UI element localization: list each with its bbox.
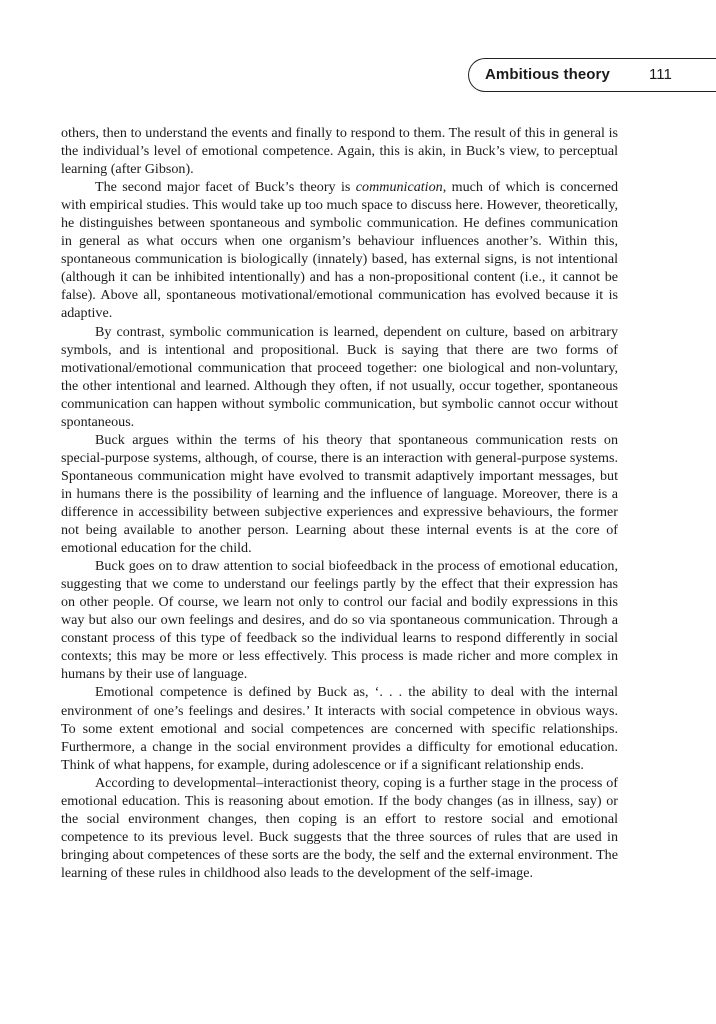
running-head (468, 58, 716, 92)
paragraph-text: The second major facet of Buck’s theory is (95, 179, 356, 196)
paragraph-text: others, then to understand the events and finally to respond to them. The result of this in general is the individual’s level of emotional competence. Again, this is akin, in Buck’s view, to perceptual learning (after Gibson). (61, 125, 618, 178)
paragraph-4 (61, 431, 618, 557)
paragraph-7 (61, 774, 618, 882)
paragraph-text: Emotional competence is defined by Buck as, ‘. . . the ability to deal with the internal environment of one’s feelings and desires.’ It interacts with social competence in obvious ways. To some extent emotional and social competences are concerned with specific relationships. Furthermore, a change in the social environment provides a difficulty for emotional education. Think of what happens, for example, during adolescence or if a significant relationship ends. (61, 684, 618, 773)
paragraph-text: , much of which is concerned with empirical studies. This would take up too much space to discuss here. However, theoretically, he distinguishes between spontaneous and symbolic communication. He defines communication in general as what occurs when one organism’s behaviour influences another’s. Within this, spontaneous communication is biologically (innately) based, has external signs, is not intentional (although it can be inhibited intentionally) and has a non-propositional content (i.e., it cannot be false). Above all, spontaneous motivational/emotional communication has evolved because it is adaptive. (61, 179, 618, 322)
paragraph-3 (61, 323, 618, 431)
running-title: Ambitious theory (485, 66, 610, 83)
paragraph-2 (61, 178, 618, 322)
body-text (61, 124, 618, 882)
paragraph-text: By contrast, symbolic communication is learned, dependent on culture, based on arbitrary symbols, and is intentional and propositional. Buck is saying that there are two forms of motivational/emotional communication that proceed together: one biological and non-voluntary, the other intentional and learned. Although they often, if not usually, occur together, spontaneous communication can happen without symbolic communication, but symbolic cannot occur without spontaneous. (61, 323, 618, 430)
page-number: 111 (649, 66, 672, 83)
paragraph-text: Buck goes on to draw attention to social biofeedback in the process of emotional education, suggesting that we come to understand our feelings partly by the effect that their expression has on other people. Of course, we learn not only to control our facial and bodily expressions in this way but also our own feelings and desires, and do so via spontaneous communication. Through a constant process of this type of feedback so the individual learns to respond differently in social contexts; this may be more or less effectively. This process is made richer and more complex in humans by their use of language. (61, 558, 618, 683)
paragraph-1 (61, 124, 618, 178)
paragraph-6 (61, 683, 618, 773)
paragraph-text: Buck argues within the terms of his theory that spontaneous communication rests on special-purpose systems, although, of course, there is an interaction with general-purpose systems. Spontaneous communication might have evolved to transmit adaptively important messages, but in humans there is the possibility of learning and the influence of language. Moreover, there is a difference in accessibility between subjective experiences and expressive behaviours, the former not being available to another person. Learning about these internal events is at the core of emotional education for the child. (61, 431, 618, 557)
paragraph-text: According to developmental–interactionist theory, coping is a further stage in the process of emotional education. This is reasoning about emotion. If the body changes (as in illness, say) or the social environment changes, then coping is an effort to restore social and emotional competence to its previous level. Buck suggests that the three sources of rules that are used in bringing about competences of these sorts are the body, the self and the external environment. The learning of these rules in childhood also leads to the development of the self-image. (61, 774, 618, 881)
emphasis-communication: communication (355, 179, 443, 196)
paragraph-5 (61, 557, 618, 683)
